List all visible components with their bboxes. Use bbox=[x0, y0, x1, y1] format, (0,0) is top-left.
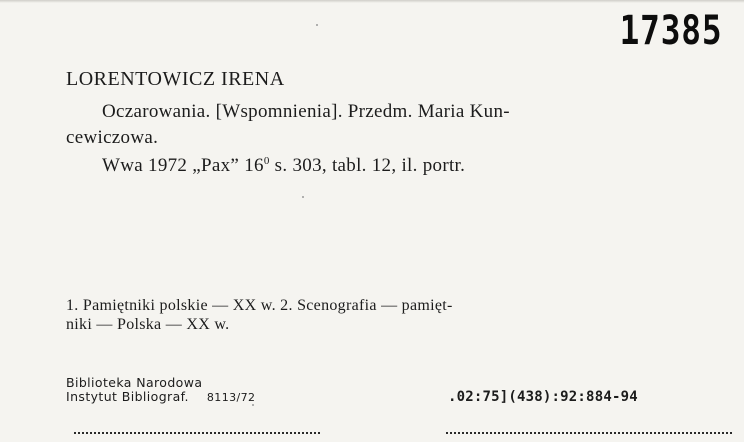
imprint-main: Wwa 1972 „Pax” 16 bbox=[102, 155, 264, 176]
udc-classification: .02:75](438):92:884-94 bbox=[448, 389, 638, 405]
institution-block bbox=[66, 376, 255, 405]
card-top-edge bbox=[0, 0, 744, 3]
imprint bbox=[102, 155, 465, 177]
format-superscript: 0 bbox=[263, 155, 270, 167]
paper-speck bbox=[302, 196, 304, 198]
dotted-rule-right bbox=[446, 432, 732, 434]
paper-speck bbox=[252, 404, 254, 406]
institution-name: Biblioteka Narodowa bbox=[66, 375, 203, 390]
title-line-2: cewiczowa. bbox=[66, 127, 159, 148]
subjects-line-1: 1. Pamiętniki polskie — XX w. 2. Scenografia — pamięt- bbox=[66, 297, 453, 314]
card-number: 17385 bbox=[619, 8, 722, 54]
subjects-line-2: niki — Polska — XX w. bbox=[66, 316, 230, 333]
title-line-1: Oczarowania. [Wspomnienia]. Przedm. Maria Kun- bbox=[102, 101, 510, 122]
dotted-rule-left bbox=[74, 432, 320, 434]
institution-code: 8113/72 bbox=[206, 391, 256, 404]
institution-dept: Instytut Bibliograf. bbox=[66, 389, 189, 404]
title-statement bbox=[66, 99, 646, 151]
author-heading: LORENTOWICZ IRENA bbox=[66, 68, 285, 90]
subject-headings bbox=[66, 296, 646, 334]
imprint-tail: s. 303, tabl. 12, il. portr. bbox=[269, 155, 466, 176]
paper-speck bbox=[316, 24, 318, 26]
